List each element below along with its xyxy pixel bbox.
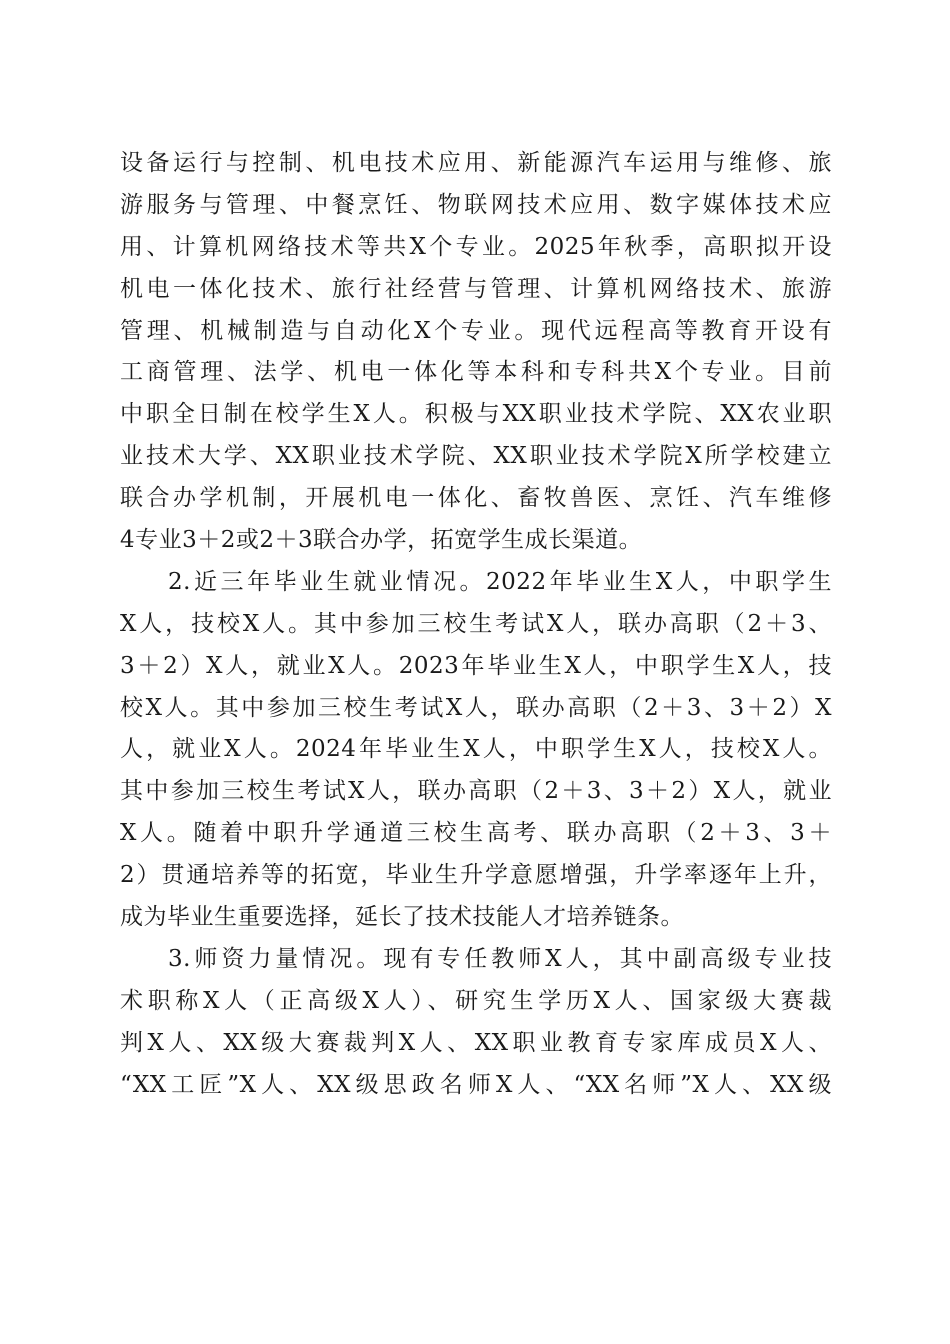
- body-text: [120, 143, 832, 1106]
- text-line: 联合办学机制，开展机电一体化、畜牧兽医、烹饪、汽车维修: [120, 485, 832, 512]
- paragraph-2-start: 2.近三年毕业生就业情况。2022年毕业生X人，中职学生: [168, 568, 832, 595]
- text-line: 机电一体化技术、旅行社经营与管理、计算机网络技术、旅游: [120, 275, 832, 302]
- text-line: “XX工匠”X人、XX级思政名师X人、“XX名师”X人、XX级: [120, 1071, 832, 1098]
- text-line: 判X人、XX级大赛裁判X人、XX职业教育专家库成员X人、: [120, 1029, 832, 1056]
- text-line: 游服务与管理、中餐烹饪、物联网技术应用、数字媒体技术应: [120, 191, 832, 218]
- text-line: 业技术大学、XX职业技术学院、XX职业技术学院X所学校建立: [120, 443, 832, 470]
- text-line: 管理、机械制造与自动化X个专业。现代远程高等教育开设有: [120, 317, 832, 344]
- text-line: 工商管理、法学、机电一体化等本科和专科共X个专业。目前: [120, 359, 832, 386]
- paragraph-3-start: 3.师资力量情况。现有专任教师X人，其中副高级专业技: [168, 945, 832, 972]
- text-line: 成为毕业生重要选择，延长了技术技能人才培养链条。: [120, 904, 684, 931]
- text-line: 3＋2）X人，就业X人。2023年毕业生X人，中职学生X人，技: [120, 652, 832, 679]
- text-line: 中职全日制在校学生X人。积极与XX职业技术学院、XX农业职: [120, 401, 832, 428]
- text-line: 用、计算机网络技术等共X个专业。2025年秋季，高职拟开设: [120, 233, 832, 260]
- text-line: X人，技校X人。其中参加三校生考试X人，联办高职（2＋3、: [120, 610, 832, 637]
- text-line: 人，就业X人。2024年毕业生X人，中职学生X人，技校X人。: [120, 736, 832, 763]
- text-line: 4专业3＋2或2＋3联合办学，拓宽学生成长渠道。: [120, 527, 643, 554]
- text-line: 2）贯通培养等的拓宽，毕业生升学意愿增强，升学率逐年上升，: [120, 862, 832, 889]
- text-line: X人。随着中职升学通道三校生高考、联办高职（2＋3、3＋: [120, 820, 832, 847]
- text-line: 其中参加三校生考试X人，联办高职（2＋3、3＋2）X人，就业: [120, 778, 832, 805]
- text-line: 术职称X人（正高级X人）、研究生学历X人、国家级大赛裁: [120, 987, 832, 1014]
- text-line: 设备运行与控制、机电技术应用、新能源汽车运用与维修、旅: [120, 150, 832, 176]
- text-line: 校X人。其中参加三校生考试X人，联办高职（2＋3、3＋2）X: [120, 694, 832, 721]
